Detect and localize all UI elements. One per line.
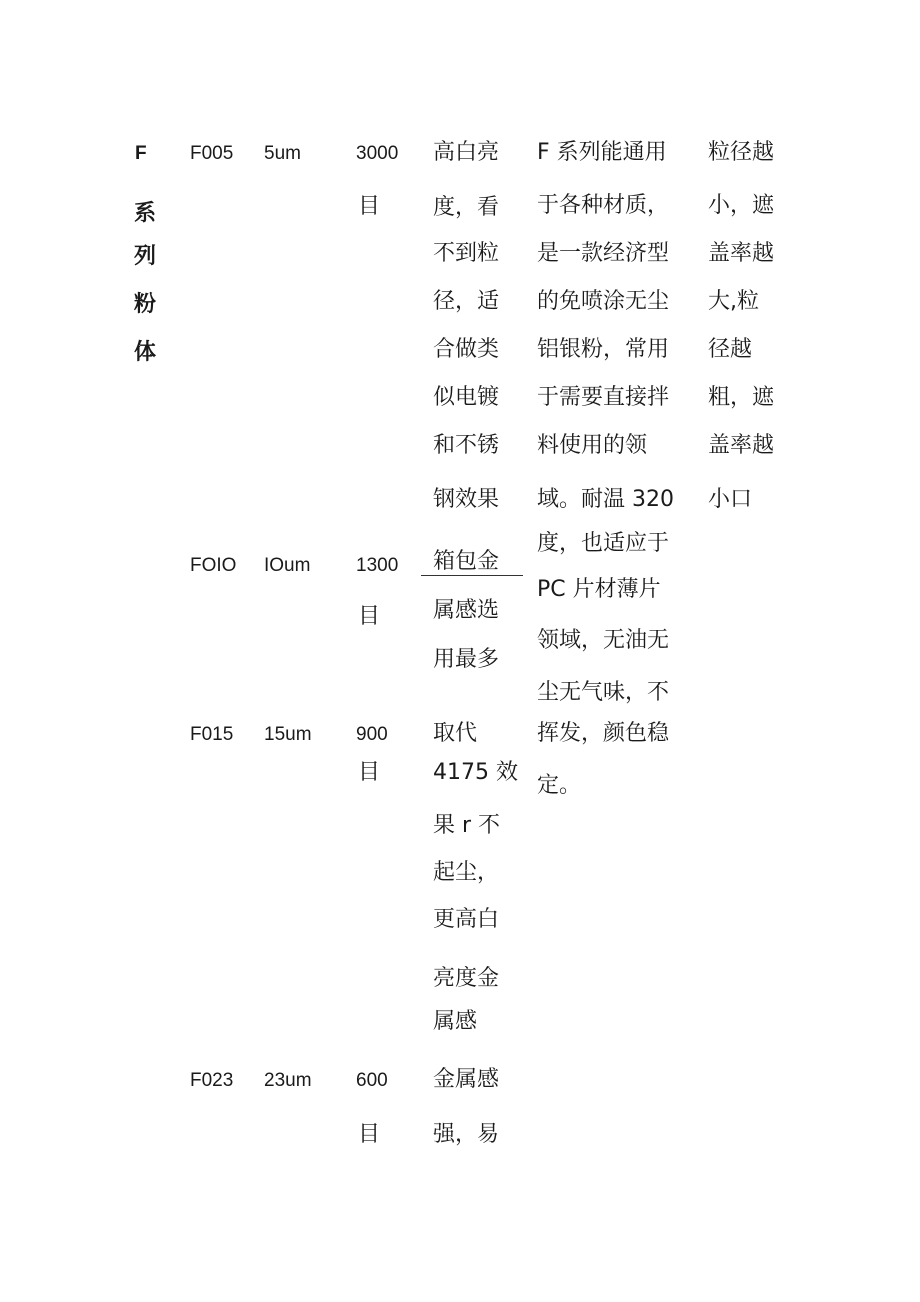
feature-line: 径，适 — [433, 289, 500, 314]
note-line: 盖率越 — [708, 241, 775, 266]
feature-line: 和不锈 — [433, 433, 500, 458]
note-line: 小，遮 — [708, 193, 775, 218]
series-char: 粉 — [134, 292, 157, 317]
model-cell: F005 — [190, 143, 234, 164]
application-line: 域。耐温 320 — [537, 487, 674, 512]
model-cell: FOIO — [190, 555, 237, 576]
application-line: 是一款经济型 — [537, 241, 670, 266]
mesh-unit: 目 — [358, 604, 381, 629]
size-cell: 15um — [264, 724, 312, 745]
application-line: 度，也适应于 — [537, 531, 670, 556]
feature-line: 属感 — [433, 1009, 478, 1034]
note-line: 径越 — [708, 337, 753, 362]
feature-line: 亮度金 — [433, 966, 500, 991]
feature-line: 取代 — [433, 721, 478, 746]
feature-line: 4175 效 — [433, 760, 518, 785]
feature-line: 用最多 — [433, 647, 500, 672]
mesh-unit: 目 — [358, 194, 381, 219]
mesh-number: 3000 — [356, 143, 399, 164]
feature-line: 合做类 — [433, 337, 500, 362]
series-letter: F — [135, 143, 147, 164]
application-line: 定。 — [537, 773, 582, 798]
feature-line: 果 r 不 — [433, 813, 501, 838]
mesh-number: 1300 — [356, 555, 399, 576]
feature-line: 更高白 — [433, 907, 500, 932]
feature-line: 度，看 — [433, 195, 500, 220]
model-cell: F023 — [190, 1070, 234, 1091]
size-cell: 5um — [264, 143, 301, 164]
note-line: 盖率越 — [708, 433, 775, 458]
cell-divider — [421, 575, 523, 576]
series-char: 列 — [134, 244, 157, 269]
feature-line: 金属感 — [433, 1067, 500, 1092]
series-char: 系 — [134, 201, 157, 226]
mesh-number: 900 — [356, 724, 388, 745]
application-line: 尘无气味，不 — [537, 680, 670, 705]
mesh-number: 600 — [356, 1070, 388, 1091]
application-line: 于需要直接拌 — [537, 385, 670, 410]
application-line: 于各种材质， — [537, 193, 670, 218]
application-line: 铝银粉，常用 — [537, 337, 670, 362]
size-cell: IOum — [264, 555, 311, 576]
application-line: PC 片材薄片 — [537, 577, 661, 602]
feature-line: 钢效果 — [433, 487, 500, 512]
series-char: 体 — [134, 340, 157, 365]
note-line: 大,粒 — [708, 289, 759, 314]
feature-line: 起尘， — [433, 860, 500, 885]
application-line: 领域，无油无 — [537, 628, 670, 653]
feature-line: 似电镀 — [433, 385, 500, 410]
note-line: 粒径越 — [708, 140, 775, 165]
mesh-unit: 目 — [358, 760, 381, 785]
mesh-unit: 目 — [358, 1122, 381, 1147]
note-line: 粗，遮 — [708, 385, 775, 410]
application-line: 挥发，颜色稳 — [537, 721, 670, 746]
application-line: F 系列能通用 — [537, 140, 667, 165]
note-line: 小口 — [708, 487, 753, 512]
feature-line: 强，易 — [433, 1122, 500, 1147]
feature-line: 属感选 — [433, 598, 500, 623]
model-cell: F015 — [190, 724, 234, 745]
size-cell: 23um — [264, 1070, 312, 1091]
application-line: 的免喷涂无尘 — [537, 289, 670, 314]
feature-line: 不到粒 — [433, 241, 500, 266]
feature-line: 箱包金 — [433, 549, 500, 574]
feature-line: 高白亮 — [433, 140, 500, 165]
application-line: 料使用的领 — [537, 433, 648, 458]
